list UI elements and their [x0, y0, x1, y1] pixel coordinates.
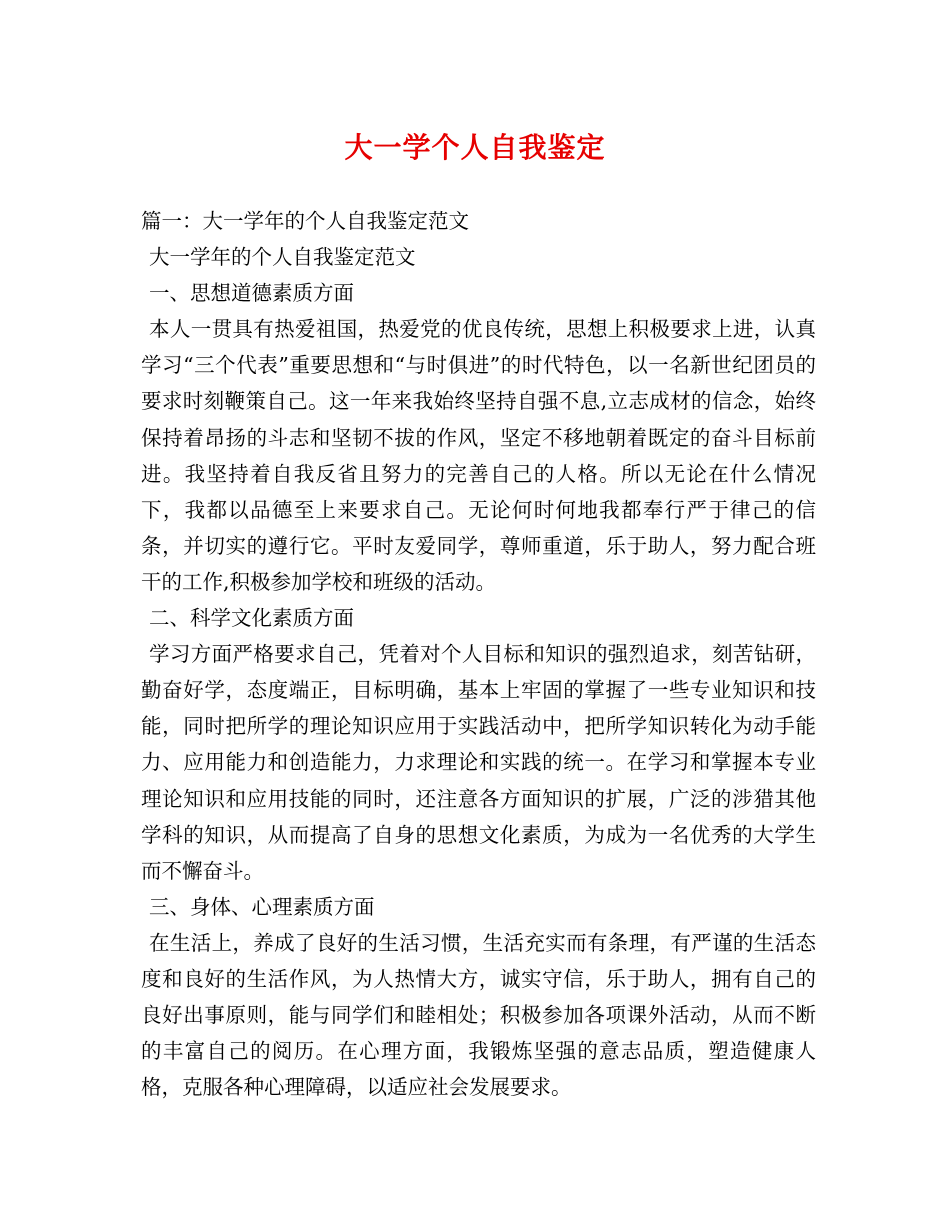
- section-heading-1: 一、思想道德素质方面: [149, 281, 354, 306]
- document-body: [141, 203, 816, 1105]
- article-subheading: 大一学年的个人自我鉴定范文: [149, 245, 416, 270]
- article-heading: 篇一：大一学年的个人自我鉴定范文: [141, 209, 469, 233]
- section-paragraph-3: 在生活上，养成了良好的生活习惯，生活充实而有条理，有严谨的生活态度和良好的生活作风，为人热情大方，诚实守信，乐于助人，拥有自己的良好出事原则，能与同学们和睦相处；积极参加各项课外活动，从而不断的丰富自己的阅历。在心理方面，我锻炼坚强的意志品质，塑造健康人格，克服各种心理障碍，以适应社会发展要求。: [141, 930, 816, 1100]
- document-title: 大一学个人自我鉴定: [344, 131, 606, 164]
- section-paragraph-2: 学习方面严格要求自己，凭着对个人目标和知识的强烈追求，刻苦钻研，勤奋好学，态度端正，目标明确，基本上牢固的掌握了一些专业知识和技能，同时把所学的理论知识应用于实践活动中，把所学知识转化为动手能力、应用能力和创造能力，力求理论和实践的统一。在学习和掌握本专业理论知识和应用技能的同时，还注意各方面知识的扩展，广泛的涉猎其他学科的知识，从而提高了自身的思想文化素质，为成为一名优秀的大学生而不懈奋斗。: [141, 642, 816, 883]
- section-heading-2: 二、科学文化素质方面: [149, 606, 354, 631]
- section-heading-3: 三、身体、心理素质方面: [149, 894, 375, 919]
- section-paragraph-1: 本人一贯具有热爱祖国，热爱党的优良传统，思想上积极要求上进，认真学习“三个代表”重要思想和“与时俱进”的时代特色，以一名新世纪团员的要求时刻鞭策自己。这一年来我始终坚持自强不息,立志成材的信念，始终保持着昂扬的斗志和坚韧不拔的作风，坚定不移地朝着既定的奋斗目标前进。我坚持着自我反省且努力的完善自己的人格。所以无论在什么情况下，我都以品德至上来要求自己。无论何时何地我都奉行严于律己的信条，并切实的遵行它。平时友爱同学，尊师重道，乐于助人，努力配合班干的工作,积极参加学校和班级的活动。: [141, 317, 816, 594]
